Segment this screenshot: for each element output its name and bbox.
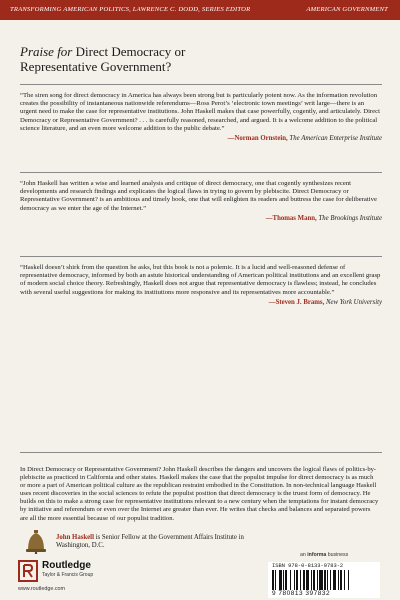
- author-bio: [56, 534, 276, 551]
- quote-author: —Norman Ornstein,: [227, 135, 288, 143]
- barcode-bar: [290, 570, 291, 590]
- barcode-bar: [275, 570, 276, 590]
- barcode-bar: [324, 570, 326, 590]
- quote-org: New York University: [325, 298, 382, 306]
- praise-prefix: Praise for: [20, 44, 73, 59]
- publisher-url: www.routledge.com: [18, 586, 66, 592]
- barcode-bar: [338, 570, 339, 590]
- divider: [20, 256, 382, 257]
- quote-text: “Haskell doesn’t shirk from the question he asks, but this book is not a polemic. It is a lucid and well-reasoned defense of representative democracy, informed by both an astute historical understanding of American political institutions and an excellent grasp of modern social choice theory. Refreshingly, Haskell does not argue that representative democracy is flawless; instead, he concludes with several useful suggestions for making its institutions more responsive and its representatives more accountable.”: [20, 264, 381, 296]
- barcode-bar: [294, 570, 295, 590]
- series-header-bar: [0, 0, 400, 20]
- barcode-bar: [313, 570, 315, 590]
- liberty-bell-icon: [22, 530, 50, 554]
- barcode-bar: [330, 570, 331, 590]
- barcode-bar: [344, 570, 345, 590]
- barcode-bar: [283, 570, 284, 590]
- informa-suffix: business: [327, 552, 349, 558]
- publisher-subtitle: Taylor & Francis Group: [42, 572, 94, 578]
- barcode-bar: [333, 570, 336, 590]
- category-label: AMERICAN GOVERNMENT: [306, 6, 388, 13]
- isbn-label: ISBN 978-0-8133-9783-2: [272, 563, 344, 569]
- series-title: TRANSFORMING AMERICAN POLITICS, LAWRENCE C. DODD, SERIES EDITOR: [10, 6, 251, 13]
- barcode-bar: [306, 570, 309, 590]
- quote-text: “John Haskell has written a wise and learned analysis and critique of direct democracy, one that cogently synthesizes recent developments and research findings and explicates the logical flaws in trying to govern by plebiscite. Direct Democracy or Representative Government? is an ambitious and timely book, one that will enlighten its readers and buttress the case for deliberative democracy as we enter the age of the Internet.”: [20, 180, 377, 212]
- barcode-bar: [303, 570, 305, 590]
- barcode-bar: [285, 570, 287, 590]
- author-bio-text: is Senior Fellow at the Government Affairs Institute in Washington, D.C.: [56, 534, 244, 550]
- quote-org: The American Enterprise Institute: [289, 135, 382, 143]
- barcode-bars: [272, 570, 376, 590]
- divider: [20, 84, 382, 85]
- quote-author: —Thomas Mann,: [265, 214, 317, 222]
- quote-attribution: [20, 135, 382, 143]
- informa-business-label: [300, 552, 348, 558]
- quote-attribution: [20, 215, 382, 223]
- quote-block: [20, 264, 382, 307]
- barcode-bar: [348, 570, 349, 590]
- informa-brand: informa: [307, 552, 327, 558]
- quote-block: [20, 180, 382, 223]
- barcode-number: 9 780813 397832: [272, 590, 331, 597]
- book-description: [20, 466, 380, 523]
- barcode-bar: [327, 570, 328, 590]
- quote-org: The Brookings Institute: [318, 214, 382, 222]
- barcode-bar: [279, 570, 282, 590]
- quote-author: —Steven J. Brams,: [268, 298, 325, 306]
- barcode-bar: [300, 570, 301, 590]
- barcode-bar: [317, 570, 318, 590]
- praise-heading: [20, 44, 380, 74]
- barcode-bar: [319, 570, 322, 590]
- barcode-bar: [272, 570, 274, 590]
- praise-title-line1: Direct Democracy or: [75, 44, 186, 59]
- routledge-logo-icon: [18, 560, 38, 582]
- description-text: In Direct Democracy or Representative Government? John Haskell describes the dangers and uncovers the logical flaws of politics-by-plebiscite as practiced in California and other states. Haskell makes the case that the populist impulse for direct democracy is as much or more a part of American political culture as the republican restraint embodied in the Constitution. In non-technical language Haskell uses recent discoveries in the social sciences to refute the populist position that direct democracy is the truest form of democracy. He builds on this to make a strong case for representative institutions relevant to a new century when the temptations for instant democracy by initiative and referendum or even over the Internet are greater than ever. He writes that checks and balances and separated powers are all the more essential because of our populist tradition.: [20, 466, 379, 522]
- informa-prefix: an: [300, 552, 306, 558]
- divider: [20, 452, 382, 453]
- barcode-bar: [311, 570, 312, 590]
- author-name: John Haskell: [56, 534, 94, 541]
- quote-text: “The siren song for direct democracy in America has always been strong but is particularly potent now. As the information revolution creates the possibility of instantaneous nationwide referendums—Ross Perot’s ‘electronic town meetings’ writ large—there is an urgent need to make the case for representative institutions. John Haskell makes that case powerfully, cogently, and articulately. Direct Democracy or Representative Government? . . . is carefully reasoned, researched, and argued. It is a welcome addition to the political science literature, and an even more welcome addition to the public debate.”: [20, 92, 380, 132]
- publisher-logo-text: [42, 560, 93, 578]
- publisher-brand: Routledge: [42, 560, 91, 571]
- barcode-bar: [340, 570, 342, 590]
- divider: [20, 172, 382, 173]
- praise-title-line2: Representative Government?: [20, 59, 172, 74]
- quote-block: [20, 92, 382, 143]
- barcode-bar: [296, 570, 298, 590]
- quote-attribution: [20, 299, 382, 307]
